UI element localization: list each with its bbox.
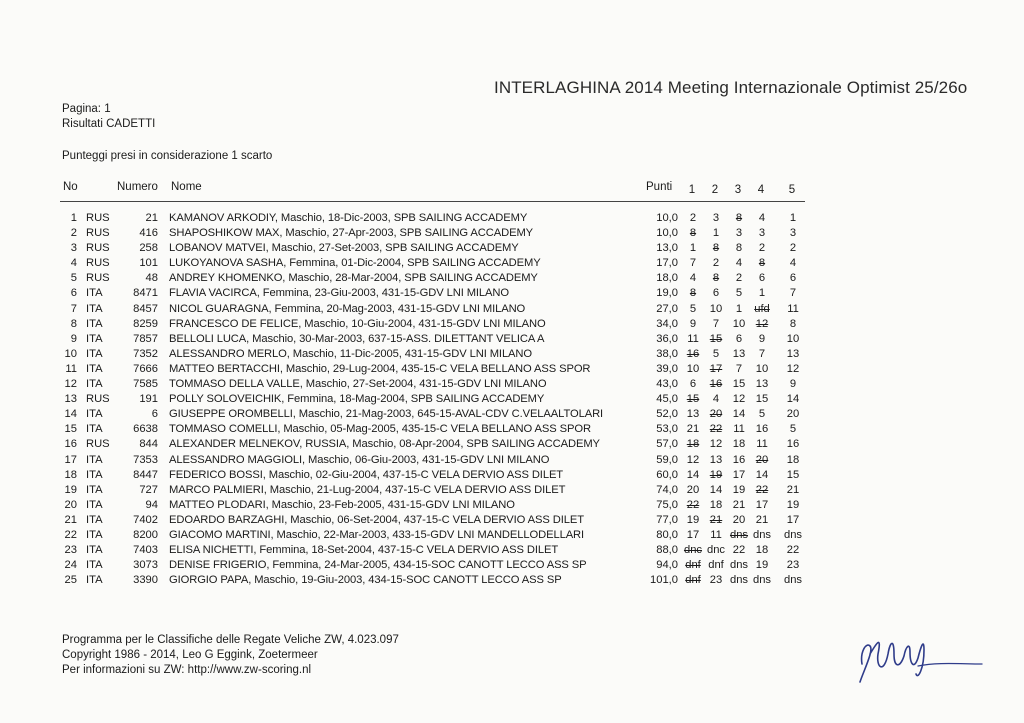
points-cell: 94,0 [656,559,678,572]
nation-cell: ITA [86,423,103,436]
race-5-score-cell: 16 [786,438,800,451]
sailor-name-cell: FLAVIA VACIRCA, Femmina, 23-Giu-2003, 431-15-GDV LNI MILANO [169,287,509,300]
nation-cell: ITA [86,302,103,315]
race-4-score-cell: 13 [755,378,769,391]
sailor-name-cell: BELLOLI LUCA, Maschio, 30-Mar-2003, 637-15-ASS. DILETTANT VELICA A [169,332,545,345]
rank-cell: 17 [64,453,77,466]
nation-cell: ITA [86,347,103,360]
nation-cell: RUS [86,272,110,285]
sail-number-cell: 8457 [133,302,158,315]
nation-cell: ITA [86,378,103,391]
race-2-score-cell: 10 [709,302,723,315]
sail-number-cell: 7857 [133,332,158,345]
rank-cell: 6 [70,287,77,300]
race-2-score-cell: 21 [709,513,723,526]
race-2-score-cell: dnf [708,559,724,572]
race-1-score-cell: 1 [689,242,697,255]
table-row [0,348,1024,363]
points-cell: 10,0 [656,212,678,224]
sail-number-cell: 21 [145,212,158,224]
points-cell: 19,0 [656,287,678,300]
race-4-score-cell: 8 [758,257,766,270]
sailor-name-cell: ALESSANDRO MERLO, Maschio, 11-Dic-2005, 431-15-GDV LNI MILANO [169,347,533,360]
race-3-score-cell: 21 [732,498,746,511]
race-4-score-cell: 20 [755,453,769,466]
race-4-score-cell: 17 [755,498,769,511]
points-cell: 101,0 [650,574,678,587]
sail-number-cell: 727 [139,483,158,496]
table-row [0,318,1024,333]
race-2-score-cell: 23 [709,574,723,587]
nation-cell: RUS [86,242,110,255]
table-row [0,454,1024,469]
race-5-score-cell: 10 [786,332,800,345]
race-3-score-cell: dns [729,528,749,541]
table-row [0,378,1024,393]
rank-cell: 14 [64,408,77,421]
race-1-score-cell: 22 [686,498,700,511]
column-header-race-1: 1 [688,184,696,196]
points-cell: 43,0 [656,378,678,391]
race-2-score-cell: 12 [709,438,723,451]
points-cell: 39,0 [656,362,678,375]
table-row [0,272,1024,287]
rank-cell: 3 [70,242,77,255]
sailor-name-cell: GIUSEPPE OROMBELLI, Maschio, 21-Mag-2003, 645-15-AVAL-CDV C.VELAALTOLARI [169,408,604,421]
race-2-score-cell: 11 [710,528,722,541]
rank-cell: 13 [64,393,77,406]
table-row [0,303,1024,318]
race-1-score-cell: 2 [689,212,697,224]
points-cell: 36,0 [656,332,678,345]
footer-copyright: Copyright 1986 - 2014, Leo G Eggink, Zoetermeer [62,649,318,661]
sail-number-cell: 101 [139,257,158,270]
race-1-score-cell: 7 [689,257,697,270]
race-3-score-cell: 12 [732,393,746,406]
race-1-score-cell: 9 [689,317,697,330]
race-5-score-cell: 18 [786,453,800,466]
race-4-score-cell: 5 [758,408,766,421]
page-number: Pagina: 1 [62,103,111,115]
sail-number-cell: 7403 [133,544,158,557]
rank-cell: 10 [64,347,77,360]
rank-cell: 2 [70,227,77,240]
race-2-score-cell: 1 [712,227,720,240]
points-cell: 10,0 [656,227,678,240]
race-5-score-cell: 15 [786,468,800,481]
race-4-score-cell: 15 [755,393,769,406]
nation-cell: ITA [86,498,103,511]
points-cell: 53,0 [656,423,678,436]
race-4-score-cell: 19 [755,559,769,572]
sailor-name-cell: TOMMASO COMELLI, Maschio, 05-Mag-2005, 435-15-C VELA BELLANO ASS SPOR [169,423,591,436]
nation-cell: ITA [86,528,103,541]
points-cell: 75,0 [656,498,678,511]
sail-number-cell: 7352 [133,347,158,360]
race-5-score-cell: 5 [789,423,797,436]
table-row [0,574,1024,589]
race-2-score-cell: 14 [709,483,723,496]
race-2-score-cell: dnc [706,544,726,557]
column-header-race-5: 5 [788,184,796,196]
race-4-score-cell: 11 [756,438,768,451]
rank-cell: 24 [64,559,77,572]
race-5-score-cell: 19 [786,498,800,511]
race-2-score-cell: 3 [712,212,720,224]
table-row [0,212,1024,227]
race-2-score-cell: 20 [709,408,723,421]
sail-number-cell: 7402 [133,513,158,526]
rank-cell: 25 [64,574,77,587]
race-1-score-cell: 5 [689,302,697,315]
rank-cell: 1 [70,212,77,224]
race-1-score-cell: dnf [685,574,701,587]
race-3-score-cell: 11 [733,423,745,436]
column-header-number: Numero [117,181,158,193]
rank-cell: 4 [70,257,77,270]
sail-number-cell: 6 [151,408,158,421]
race-3-score-cell: 22 [732,544,746,557]
points-cell: 57,0 [656,438,678,451]
table-row [0,544,1024,559]
nation-cell: ITA [86,559,103,572]
nation-cell: ITA [86,453,103,466]
race-4-score-cell: 12 [755,317,769,330]
race-1-score-cell: 12 [686,453,700,466]
sail-number-cell: 416 [139,227,158,240]
race-5-score-cell: 8 [789,317,797,330]
race-2-score-cell: 6 [712,287,720,300]
race-1-score-cell: 16 [686,347,700,360]
rank-cell: 20 [64,498,77,511]
sailor-name-cell: TOMMASO DELLA VALLE, Maschio, 27-Set-2004, 431-15-GDV LNI MILANO [169,378,547,391]
race-5-score-cell: 20 [786,408,800,421]
points-cell: 52,0 [656,408,678,421]
race-1-score-cell: 21 [686,423,700,436]
race-4-score-cell: 21 [755,513,769,526]
nation-cell: RUS [86,257,110,270]
rank-cell: 8 [70,317,77,330]
table-row [0,408,1024,423]
sail-number-cell: 3390 [133,574,158,587]
nation-cell: RUS [86,438,110,451]
points-cell: 80,0 [656,528,678,541]
race-3-score-cell: 15 [732,378,746,391]
points-cell: 45,0 [656,393,678,406]
sail-number-cell: 7666 [133,362,158,375]
sailor-name-cell: FEDERICO BOSSI, Maschio, 02-Giu-2004, 437-15-C VELA DERVIO ASS DILET [169,468,564,481]
race-1-score-cell: 4 [689,272,697,285]
sailor-name-cell: ELISA NICHETTI, Femmina, 18-Set-2004, 437-15-C VELA DERVIO ASS DILET [169,544,559,557]
race-2-score-cell: 22 [709,423,723,436]
nation-cell: ITA [86,483,103,496]
rank-cell: 18 [64,468,77,481]
sailor-name-cell: KAMANOV ARKODIY, Maschio, 18-Dic-2003, SPB SAILING ACCADEMY [169,212,528,224]
handwritten-signature [848,624,988,686]
race-1-score-cell: 8 [689,287,697,300]
sailor-name-cell: DENISE FRIGERIO, Femmina, 24-Mar-2005, 434-15-SOC CANOTT LECCO ASS SP [169,559,587,572]
race-5-score-cell: 2 [789,242,797,255]
nation-cell: ITA [86,287,103,300]
points-cell: 88,0 [656,544,678,557]
race-3-score-cell: 18 [732,438,746,451]
table-row [0,333,1024,348]
sailor-name-cell: SHAPOSHIKOW MAX, Maschio, 27-Apr-2003, SPB SAILING ACCADEMY [169,227,534,240]
race-5-score-cell: 21 [786,483,800,496]
rank-cell: 12 [64,378,77,391]
rank-cell: 15 [64,423,77,436]
race-5-score-cell: 3 [789,227,797,240]
table-row [0,423,1024,438]
race-3-score-cell: 17 [732,468,746,481]
sail-number-cell: 8200 [133,528,158,541]
table-row [0,438,1024,453]
race-1-score-cell: 11 [687,332,699,345]
nation-cell: RUS [86,393,110,406]
nation-cell: RUS [86,212,110,224]
results-table [0,212,1024,589]
table-row [0,484,1024,499]
rank-cell: 11 [65,362,77,375]
table-row [0,393,1024,408]
race-5-score-cell: 1 [789,212,797,224]
sail-number-cell: 844 [139,438,158,451]
points-cell: 74,0 [656,483,678,496]
points-cell: 18,0 [656,272,678,285]
nation-cell: ITA [86,362,103,375]
table-row [0,559,1024,574]
column-header-race-3: 3 [734,184,742,196]
race-5-score-cell: 17 [786,513,800,526]
race-3-score-cell: dns [729,559,749,572]
rank-cell: 22 [64,528,77,541]
race-4-score-cell: 22 [755,483,769,496]
sail-number-cell: 8471 [133,287,158,300]
race-5-score-cell: 9 [789,378,797,391]
race-5-score-cell: 13 [786,347,800,360]
race-4-score-cell: 18 [755,544,769,557]
sailor-name-cell: POLLY SOLOVEICHIK, Femmina, 18-Mag-2004, SPB SAILING ACCADEMY [169,393,545,406]
race-3-score-cell: 4 [735,257,743,270]
table-row [0,257,1024,272]
sail-number-cell: 6638 [133,423,158,436]
race-3-score-cell: 3 [735,227,743,240]
sail-number-cell: 8259 [133,317,158,330]
table-row [0,514,1024,529]
nation-cell: RUS [86,227,110,240]
nation-cell: ITA [86,513,103,526]
points-cell: 27,0 [656,302,678,315]
sail-number-cell: 191 [139,393,158,406]
column-header-race-2: 2 [711,184,719,196]
race-3-score-cell: 14 [732,408,746,421]
rank-cell: 7 [70,302,77,315]
race-1-score-cell: dnc [683,544,703,557]
race-4-score-cell: dns [752,528,772,541]
points-cell: 13,0 [656,242,678,255]
sailor-name-cell: LUKOYANOVA SASHA, Femmina, 01-Dic-2004, SPB SAILING ACCADEMY [169,257,541,270]
nation-cell: ITA [86,544,103,557]
points-cell: 77,0 [656,513,678,526]
race-5-score-cell: 22 [786,544,800,557]
race-5-score-cell: 4 [789,257,797,270]
nation-cell: ITA [86,408,103,421]
rank-cell: 9 [70,332,77,345]
race-4-score-cell: 16 [755,423,769,436]
nation-cell: ITA [86,332,103,345]
sailor-name-cell: ALESSANDRO MAGGIOLI, Maschio, 06-Giu-2003, 431-15-GDV LNI MILANO [169,453,550,466]
table-row [0,499,1024,514]
race-3-score-cell: 5 [735,287,743,300]
race-3-score-cell: 16 [732,453,746,466]
race-2-score-cell: 4 [712,393,720,406]
race-3-score-cell: 1 [735,302,743,315]
race-2-score-cell: 5 [712,347,720,360]
race-4-score-cell: 6 [758,272,766,285]
race-3-score-cell: 7 [735,362,743,375]
race-4-score-cell: 2 [758,242,766,255]
sailor-name-cell: LOBANOV MATVEI, Maschio, 27-Set-2003, SPB SAILING ACCADEMY [169,242,519,255]
race-4-score-cell: ufd [754,302,770,315]
race-1-score-cell: 13 [686,408,700,421]
sailor-name-cell: ANDREY KHOMENKO, Maschio, 28-Mar-2004, SPB SAILING ACCADEMY [169,272,538,285]
race-3-score-cell: 2 [735,272,743,285]
race-2-score-cell: 13 [709,453,723,466]
table-row [0,469,1024,484]
race-5-score-cell: 7 [789,287,797,300]
header-divider [60,201,805,202]
race-2-score-cell: 17 [709,362,723,375]
table-row [0,529,1024,544]
sail-number-cell: 3073 [133,559,158,572]
sail-number-cell: 8447 [133,468,158,481]
race-1-score-cell: 20 [686,483,700,496]
race-3-score-cell: 13 [732,347,746,360]
race-1-score-cell: 18 [686,438,700,451]
sailor-name-cell: GIACOMO MARTINI, Maschio, 22-Mar-2003, 433-15-GDV LNI MANDELLODELLARI [169,528,585,541]
sailor-name-cell: FRANCESCO DE FELICE, Maschio, 10-Giu-2004, 431-15-GDV LNI MILANO [169,317,546,330]
race-3-score-cell: 20 [732,513,746,526]
sailor-name-cell: MATTEO PLODARI, Maschio, 23-Feb-2005, 431-15-GDV LNI MILANO [169,498,515,511]
race-2-score-cell: 15 [709,332,723,345]
points-cell: 38,0 [656,347,678,360]
race-5-score-cell: 14 [786,393,800,406]
discard-note: Punteggi presi in considerazione 1 scarto [62,150,273,162]
race-2-score-cell: 16 [709,378,723,391]
sail-number-cell: 48 [145,272,158,285]
race-2-score-cell: 18 [709,498,723,511]
race-2-score-cell: 8 [712,242,720,255]
sail-number-cell: 258 [139,242,158,255]
sailor-name-cell: ALEXANDER MELNEKOV, RUSSIA, Maschio, 08-Apr-2004, SPB SAILING ACCADEMY [169,438,600,451]
table-row [0,242,1024,257]
sailor-name-cell: MATTEO BERTACCHI, Maschio, 29-Lug-2004, 435-15-C VELA BELLANO ASS SPOR [169,362,591,375]
race-5-score-cell: 23 [786,559,800,572]
race-1-score-cell: 14 [686,468,700,481]
race-3-score-cell: 8 [735,242,743,255]
sail-number-cell: 7353 [133,453,158,466]
rank-cell: 23 [64,544,77,557]
sailor-name-cell: NICOL GUARAGNA, Femmina, 20-Mag-2003, 431-15-GDV LNI MILANO [169,302,526,315]
race-5-score-cell: 6 [789,272,797,285]
race-3-score-cell: 6 [735,332,743,345]
results-category: Risultati CADETTI [62,118,156,130]
nation-cell: ITA [86,574,103,587]
race-4-score-cell: 1 [758,287,766,300]
race-3-score-cell: 8 [735,212,743,224]
column-header-race-4: 4 [757,184,765,196]
race-1-score-cell: 15 [686,393,700,406]
race-1-score-cell: 19 [686,513,700,526]
sail-number-cell: 7585 [133,378,158,391]
race-3-score-cell: 10 [732,317,746,330]
race-2-score-cell: 7 [712,317,720,330]
rank-cell: 21 [64,513,77,526]
sail-number-cell: 94 [145,498,158,511]
nation-cell: ITA [86,468,103,481]
race-3-score-cell: dns [729,574,749,587]
race-4-score-cell: 14 [755,468,769,481]
race-5-score-cell: 12 [786,362,800,375]
rank-cell: 5 [70,272,77,285]
document-title: INTERLAGHINA 2014 Meeting Internazionale Optimist 25/26o [494,78,968,97]
table-row [0,287,1024,302]
race-1-score-cell: 8 [689,227,697,240]
race-4-score-cell: 10 [755,362,769,375]
column-header-name: Nome [171,181,202,193]
race-4-score-cell: dns [752,574,772,587]
points-cell: 17,0 [656,257,678,270]
race-3-score-cell: 19 [732,483,746,496]
race-1-score-cell: 10 [686,362,700,375]
race-5-score-cell: 11 [787,302,799,315]
race-1-score-cell: dnf [685,559,701,572]
rank-cell: 16 [64,438,77,451]
race-4-score-cell: 4 [758,212,766,224]
rank-cell: 19 [64,483,77,496]
race-4-score-cell: 9 [758,332,766,345]
race-4-score-cell: 7 [758,347,766,360]
table-row [0,363,1024,378]
table-row [0,227,1024,242]
nation-cell: ITA [86,317,103,330]
race-2-score-cell: 2 [712,257,720,270]
sailor-name-cell: GIORGIO PAPA, Maschio, 19-Giu-2003, 434-15-SOC CANOTT LECCO ASS SP [169,574,562,587]
race-2-score-cell: 19 [709,468,723,481]
race-1-score-cell: 6 [689,378,697,391]
sailor-name-cell: EDOARDO BARZAGHI, Maschio, 06-Set-2004, 437-15-C VELA DERVIO ASS DILET [169,513,584,526]
points-cell: 60,0 [656,468,678,481]
footer-program: Programma per le Classifiche delle Regate Veliche ZW, 4.023.097 [62,634,399,646]
race-2-score-cell: 8 [712,272,720,285]
sailor-name-cell: MARCO PALMIERI, Maschio, 21-Lug-2004, 437-15-C VELA DERVIO ASS DILET [169,483,566,496]
column-header-points: Punti [646,181,673,193]
footer-info: Per informazioni su ZW: http://www.zw-scoring.nl [62,664,312,676]
race-5-score-cell: dns [783,528,803,541]
race-5-score-cell: dns [783,574,803,587]
points-cell: 59,0 [656,453,678,466]
race-1-score-cell: 17 [686,528,700,541]
points-cell: 34,0 [656,317,678,330]
race-4-score-cell: 3 [758,227,766,240]
column-header-no: No [63,181,78,193]
